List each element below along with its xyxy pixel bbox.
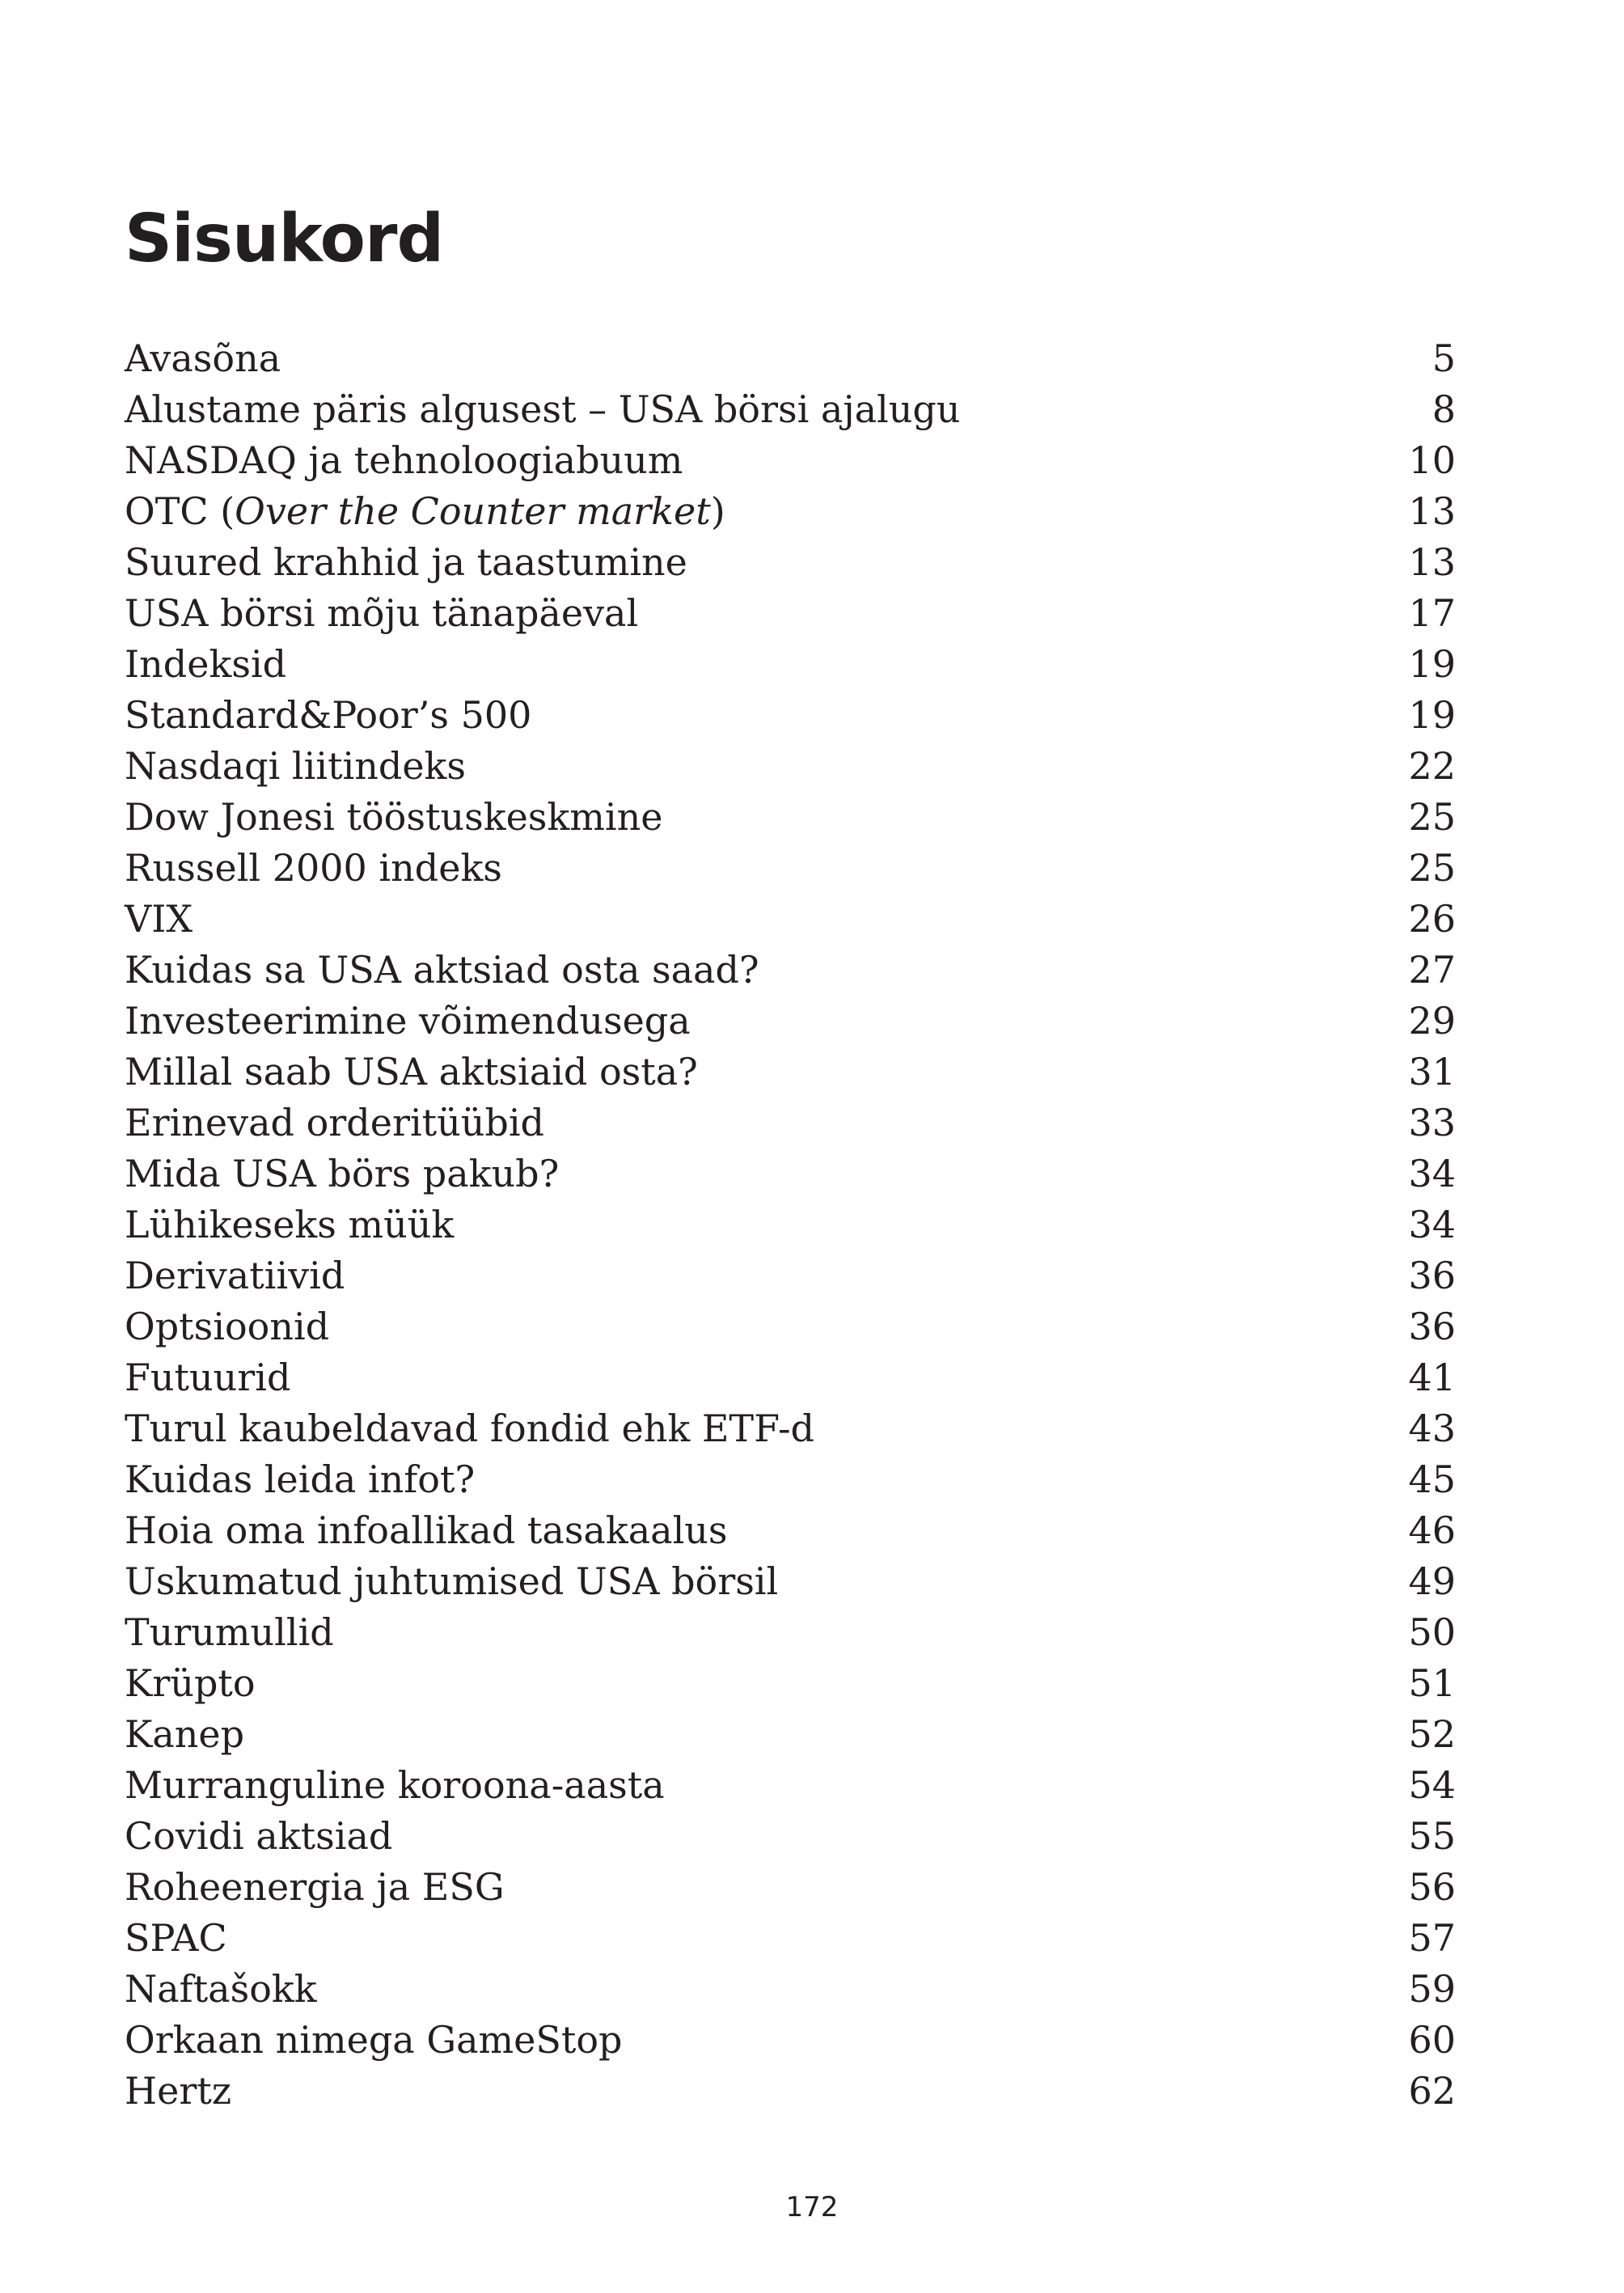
toc-entry-page: 41 <box>1408 1356 1456 1399</box>
toc-entry[interactable] <box>125 1964 1456 2015</box>
toc-entry[interactable] <box>125 1250 1456 1301</box>
toc-entry-page: 33 <box>1408 1101 1456 1144</box>
toc-entry[interactable] <box>125 1301 1456 1352</box>
toc-entry-title: Millal saab USA aktsiaid osta? <box>125 1050 698 1094</box>
toc-entry-page: 62 <box>1408 2069 1456 2113</box>
toc-entry[interactable] <box>125 1607 1456 1658</box>
toc-entry-page: 46 <box>1408 1508 1456 1552</box>
toc-entry-page: 34 <box>1408 1152 1456 1195</box>
toc-entry-title: Murranguline koroona-aasta <box>125 1763 665 1807</box>
toc-entry-page: 31 <box>1408 1050 1456 1094</box>
toc-entry-title: Investeerimine võimendusega <box>125 999 691 1043</box>
toc-entry[interactable] <box>125 588 1456 639</box>
toc-entry-title: SPAC <box>125 1916 227 1960</box>
toc-entry-title <box>125 486 725 537</box>
toc-entry[interactable] <box>125 741 1456 792</box>
toc-entry[interactable] <box>125 945 1456 996</box>
toc-entry-title: Uskumatud juhtumised USA börsil <box>125 1559 779 1603</box>
toc-entry-page: 49 <box>1408 1559 1456 1603</box>
toc-entry-page: 52 <box>1408 1712 1456 1756</box>
toc-entry-title: Hoia oma infoallikad tasakaalus <box>125 1508 728 1552</box>
toc-entry[interactable] <box>125 2015 1456 2066</box>
toc-entry[interactable] <box>125 1199 1456 1250</box>
toc-entry-page: 57 <box>1408 1916 1456 1960</box>
toc-entry-page: 19 <box>1408 642 1456 686</box>
toc-entry[interactable] <box>125 1149 1456 1199</box>
toc-entry[interactable] <box>125 996 1456 1047</box>
toc-entry-page: 17 <box>1408 591 1456 635</box>
toc-entry[interactable] <box>125 333 1456 384</box>
toc-entry-title: Krüpto <box>125 1661 256 1705</box>
toc-entry-page: 26 <box>1408 897 1456 941</box>
toc-entry-page: 55 <box>1408 1814 1456 1858</box>
page-number: 172 <box>785 2191 839 2223</box>
toc-entry-title: Russell 2000 indeks <box>125 846 502 890</box>
toc-entry-page: 5 <box>1432 336 1456 380</box>
toc-entry-title: Futuurid <box>125 1356 291 1399</box>
toc-entry[interactable] <box>125 1556 1456 1607</box>
toc-entry[interactable] <box>125 1913 1456 1964</box>
toc-entry-title: Roheenergia ja ESG <box>125 1865 505 1909</box>
toc-entry-page: 54 <box>1408 1763 1456 1807</box>
toc-entry-page: 10 <box>1408 438 1456 482</box>
toc-entry-page: 50 <box>1408 1610 1456 1654</box>
toc-entry[interactable] <box>125 1862 1456 1913</box>
toc-entry-title: Dow Jonesi tööstuskeskmine <box>125 795 663 839</box>
toc-entry-page: 27 <box>1408 948 1456 992</box>
toc-entry-title: Kanep <box>125 1712 245 1756</box>
toc-entry-title: Suured krahhid ja taastumine <box>125 540 687 584</box>
toc-entry-page: 13 <box>1408 489 1456 533</box>
toc-entry-title: Naftašokk <box>125 1967 317 2011</box>
toc-entry-title: Indeksid <box>125 642 287 686</box>
toc-entry[interactable] <box>125 1352 1456 1403</box>
toc-entry-page: 25 <box>1408 846 1456 890</box>
toc-entry-page: 43 <box>1408 1407 1456 1450</box>
toc-entry[interactable] <box>125 1760 1456 1811</box>
toc-entry-title: Turul kaubeldavad fondid ehk ETF-d <box>125 1407 814 1450</box>
toc-entry-title: Kuidas leida infot? <box>125 1457 476 1501</box>
toc-entry-page: 22 <box>1408 744 1456 788</box>
toc-entry-page: 13 <box>1408 540 1456 584</box>
toc-entry-page: 59 <box>1408 1967 1456 2011</box>
toc-entry-title: Covidi aktsiad <box>125 1814 393 1858</box>
toc-entry-title-prefix: OTC ( <box>125 489 235 533</box>
toc-entry-page: 29 <box>1408 999 1456 1043</box>
toc-entry-title-suffix: ) <box>710 489 725 533</box>
toc-entry-page: 60 <box>1408 2018 1456 2062</box>
toc-entry-title: Alustame päris algusest – USA börsi ajalugu <box>125 387 961 431</box>
toc-entry-title-italic: Over the Counter market <box>235 489 711 533</box>
toc-entry[interactable] <box>125 1098 1456 1149</box>
toc-entry[interactable] <box>125 486 1456 537</box>
toc-entry[interactable] <box>125 1709 1456 1760</box>
toc-entry-title: Turumullid <box>125 1610 334 1654</box>
toc-entry[interactable] <box>125 894 1456 945</box>
toc-entry[interactable] <box>125 639 1456 690</box>
toc-entry[interactable] <box>125 435 1456 486</box>
toc-entry[interactable] <box>125 537 1456 588</box>
toc-entry-page: 56 <box>1408 1865 1456 1909</box>
page-title: Sisukord <box>125 201 444 277</box>
toc-entry-title: Standard&Poor’s 500 <box>125 693 532 737</box>
toc-entry-page: 51 <box>1408 1661 1456 1705</box>
toc-entry-page: 19 <box>1408 693 1456 737</box>
toc-entry[interactable] <box>125 1658 1456 1709</box>
toc-entry-title: Mida USA börs pakub? <box>125 1152 560 1195</box>
toc-entry[interactable] <box>125 690 1456 741</box>
toc-entry-title: VIX <box>125 897 193 941</box>
toc-entry-page: 34 <box>1408 1203 1456 1246</box>
toc-entry-page: 8 <box>1432 387 1456 431</box>
toc-entry-title: Lühikeseks müük <box>125 1203 455 1246</box>
toc-entry-title: Derivatiivid <box>125 1254 345 1297</box>
toc-entry-title: Orkaan nimega GameStop <box>125 2018 623 2062</box>
toc-entry[interactable] <box>125 1403 1456 1454</box>
toc-entry-title: Optsioonid <box>125 1305 330 1348</box>
toc-entry[interactable] <box>125 1505 1456 1556</box>
toc-entry-title: Kuidas sa USA aktsiad osta saad? <box>125 948 759 992</box>
toc-entry-title: Nasdaqi liitindeks <box>125 744 467 788</box>
toc-entry[interactable] <box>125 1047 1456 1098</box>
toc-entry[interactable] <box>125 843 1456 894</box>
toc-entry-title: NASDAQ ja tehnoloogiabuum <box>125 438 683 482</box>
toc-entry-title: Erinevad orderitüübid <box>125 1101 545 1144</box>
toc-entry-title: USA börsi mõju tänapäeval <box>125 591 639 635</box>
toc-entry-page: 36 <box>1408 1254 1456 1297</box>
table-of-contents <box>125 333 1456 2117</box>
toc-entry-title: Avasõna <box>125 336 281 380</box>
toc-entry[interactable] <box>125 384 1456 435</box>
toc-entry[interactable] <box>125 792 1456 843</box>
toc-entry-page: 25 <box>1408 795 1456 839</box>
toc-entry-page: 36 <box>1408 1305 1456 1348</box>
toc-entry[interactable] <box>125 1811 1456 1862</box>
toc-entry-title: Hertz <box>125 2069 232 2113</box>
toc-entry-page: 45 <box>1408 1457 1456 1501</box>
toc-entry[interactable] <box>125 1454 1456 1505</box>
toc-entry[interactable] <box>125 2066 1456 2117</box>
